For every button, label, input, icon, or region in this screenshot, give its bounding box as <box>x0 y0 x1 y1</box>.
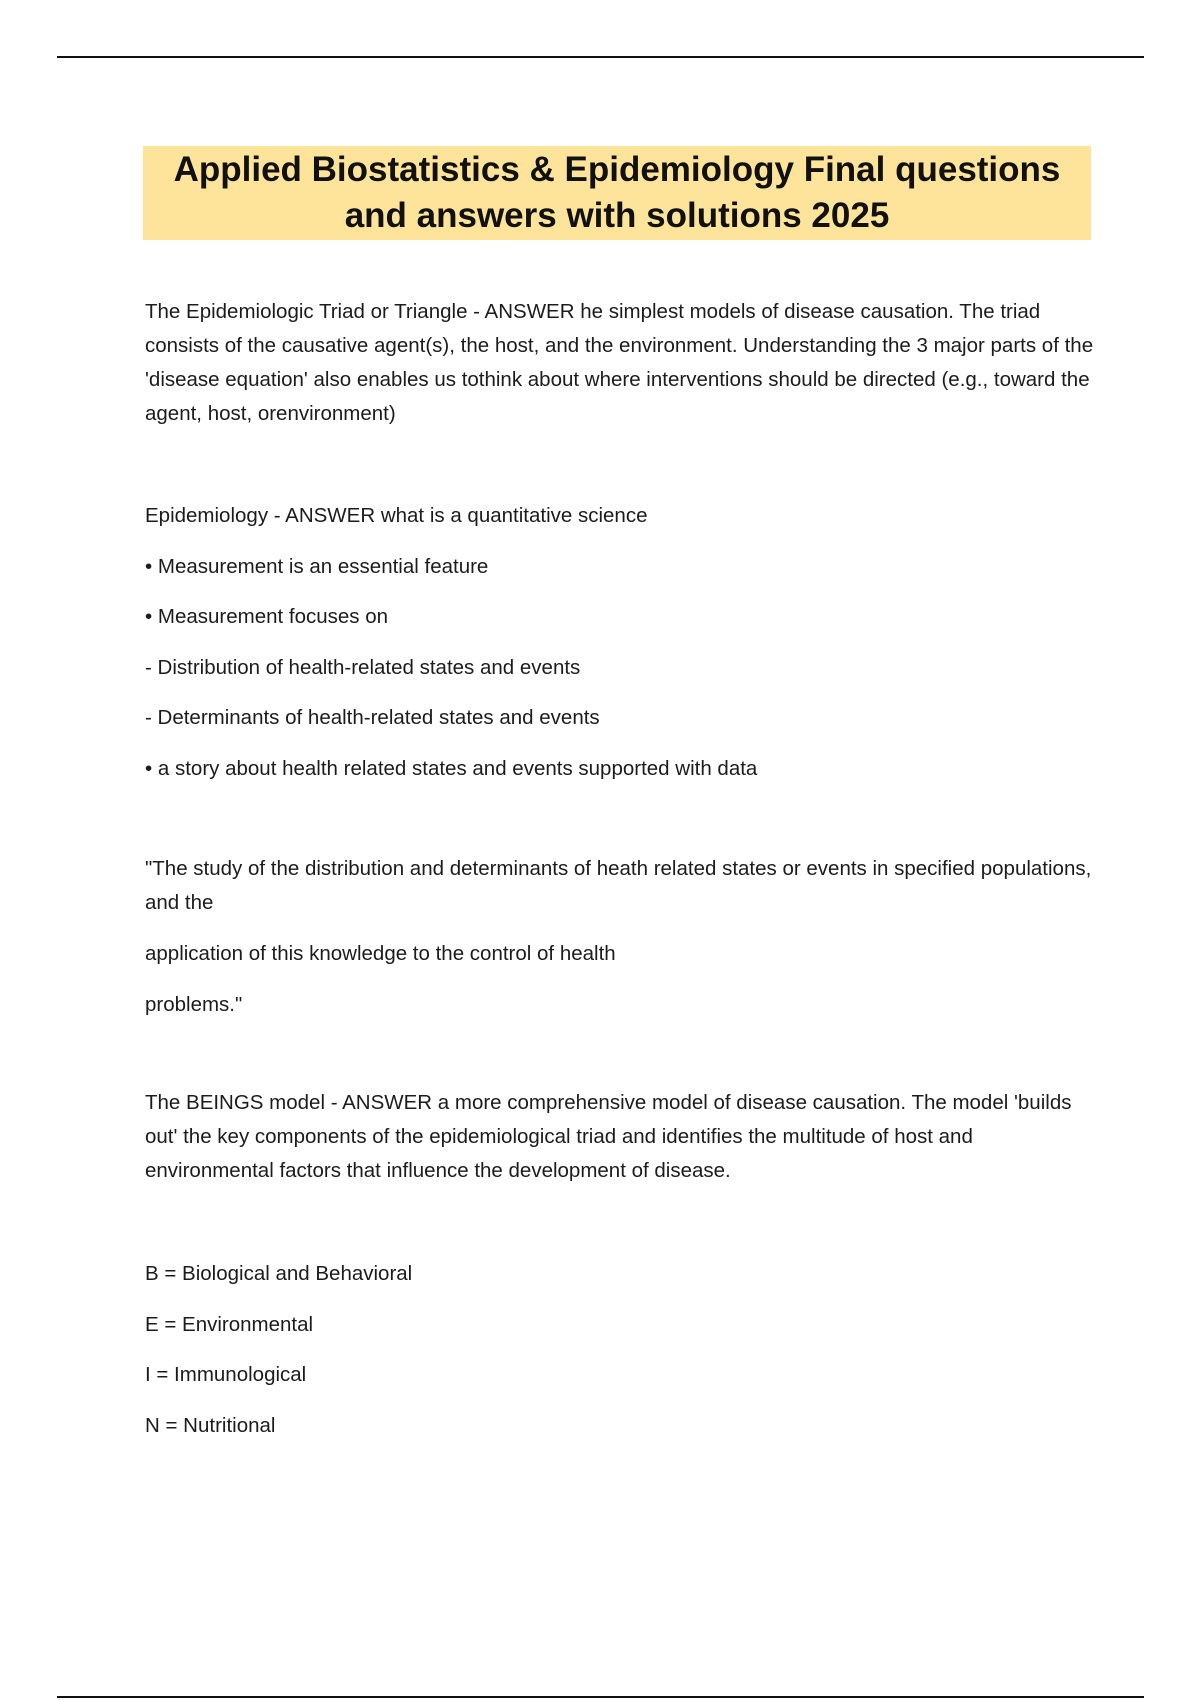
document-title: Applied Biostatistics & Epidemiology Final questions and answers with solutions 2025 <box>173 150 1061 235</box>
list-item: I = Immunological <box>145 1363 307 1386</box>
list-item: - Distribution of health-related states and events <box>145 656 581 679</box>
list-item: • Measurement focuses on <box>145 605 389 628</box>
paragraph-triad: The Epidemiologic Triad or Triangle - ANSWER he simplest models of disease causation. The triad consists of the causative agent(s), the host, and the environment. Understanding the 3 major parts of the 'disease equation' also enables us tothink about where interventions should be directed (e.g., toward the agent, host, orenvironment) <box>145 300 1094 425</box>
paragraph-definition-quote-end: problems." <box>145 993 243 1016</box>
bottom-rule <box>57 1696 1144 1698</box>
paragraph-definition-quote: "The study of the distribution and determinants of heath related states or events in specified populations, and the <box>145 857 1092 914</box>
paragraph-beings-model: The BEINGS model - ANSWER a more comprehensive model of disease causation. The model 'builds out' the key components of the epidemiological triad and identifies the multitude of host and environmental factors that influence the development of disease. <box>145 1091 1072 1182</box>
title-banner <box>143 146 1091 240</box>
list-item: - Determinants of health-related states and events <box>145 706 600 729</box>
top-rule <box>57 56 1144 58</box>
list-item: • Measurement is an essential feature <box>145 555 489 578</box>
paragraph-definition-quote-cont: application of this knowledge to the control of health <box>145 942 616 965</box>
paragraph-epidemiology: Epidemiology - ANSWER what is a quantitative science <box>145 504 648 527</box>
list-item: N = Nutritional <box>145 1414 276 1437</box>
list-item: • a story about health related states and events supported with data <box>145 757 758 780</box>
list-item: B = Biological and Behavioral <box>145 1262 413 1285</box>
list-item: E = Environmental <box>145 1313 314 1336</box>
